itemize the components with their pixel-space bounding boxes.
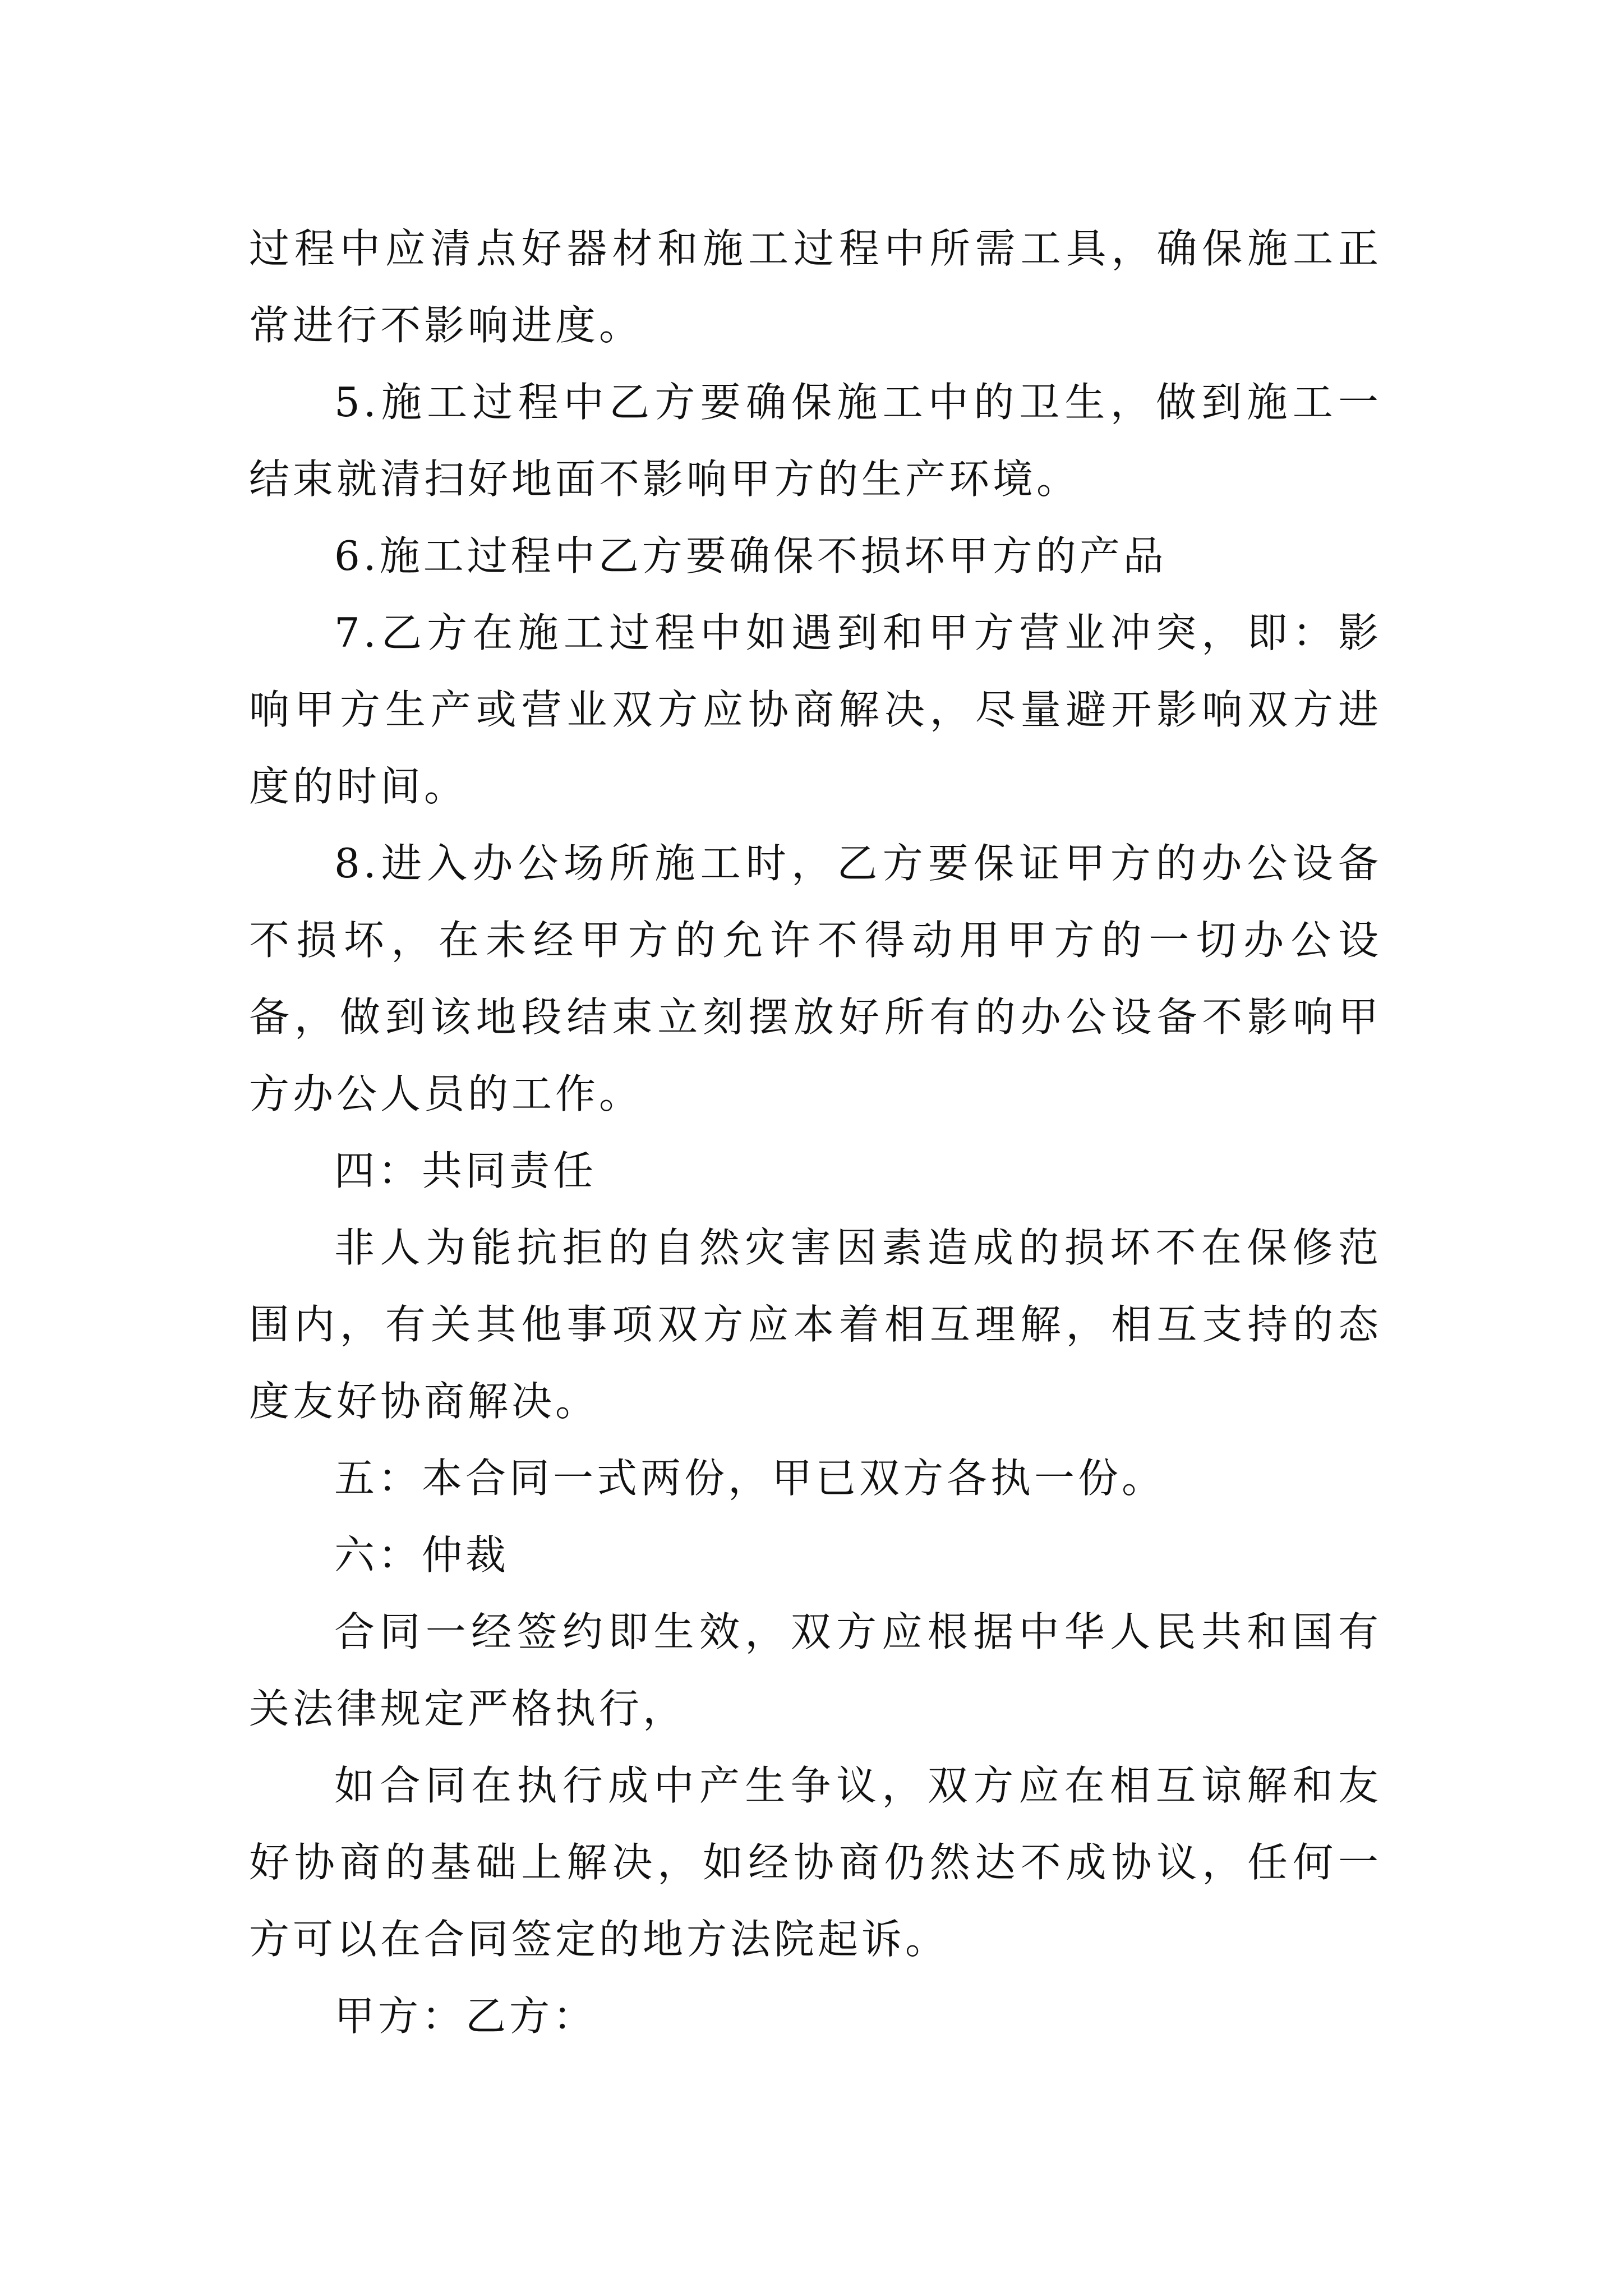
paragraph-section-6-body-2: 如合同在执行成中产生争议，双方应在相互谅解和友好协商的基础上解决，如经协商仍然达不成协议，任何一方可以在合同签定的地方法院起诉。 (249, 1762, 1382, 1963)
paragraph-continued: 过程中应清点好器材和施工过程中所需工具，确保施工正常进行不影响进度。 (249, 225, 1382, 349)
section-heading-5: 五：本合同一式两份，甲已双方各执一份。 (334, 1455, 1166, 1502)
paragraph-section-6-body-1: 合同一经签约即生效，双方应根据中华人民共和国有关法律规定严格执行， (249, 1608, 1382, 1732)
paragraph-item-5: 5.施工过程中乙方要确保施工中的卫生，做到施工一结束就清扫好地面不影响甲方的生产环境。 (249, 379, 1382, 503)
signature-line: 甲方：乙方： (334, 1993, 597, 2040)
section-heading-4: 四：共同责任 (334, 1147, 597, 1194)
paragraph-item-6: 6.施工过程中乙方要确保不损坏甲方的产品 (334, 532, 1167, 579)
paragraph-item-7: 7.乙方在施工过程中如遇到和甲方营业冲突，即：影响甲方生产或营业双方应协商解决，尽量避开影响双方进度的时间。 (249, 609, 1382, 810)
section-heading-6: 六：仲裁 (334, 1531, 510, 1579)
paragraph-section-4-body: 非人为能抗拒的自然灾害因素造成的损坏不在保修范围内，有关其他事项双方应本着相互理解，相互支持的态度友好协商解决。 (249, 1224, 1382, 1425)
paragraph-item-8: 8.进入办公场所施工时，乙方要保证甲方的办公设备不损坏，在未经甲方的允许不得动用甲方的一切办公设备，做到该地段结束立刻摆放好所有的办公设备不影响甲方办公人员的工作。 (249, 840, 1382, 1117)
document-body (249, 210, 1382, 2055)
